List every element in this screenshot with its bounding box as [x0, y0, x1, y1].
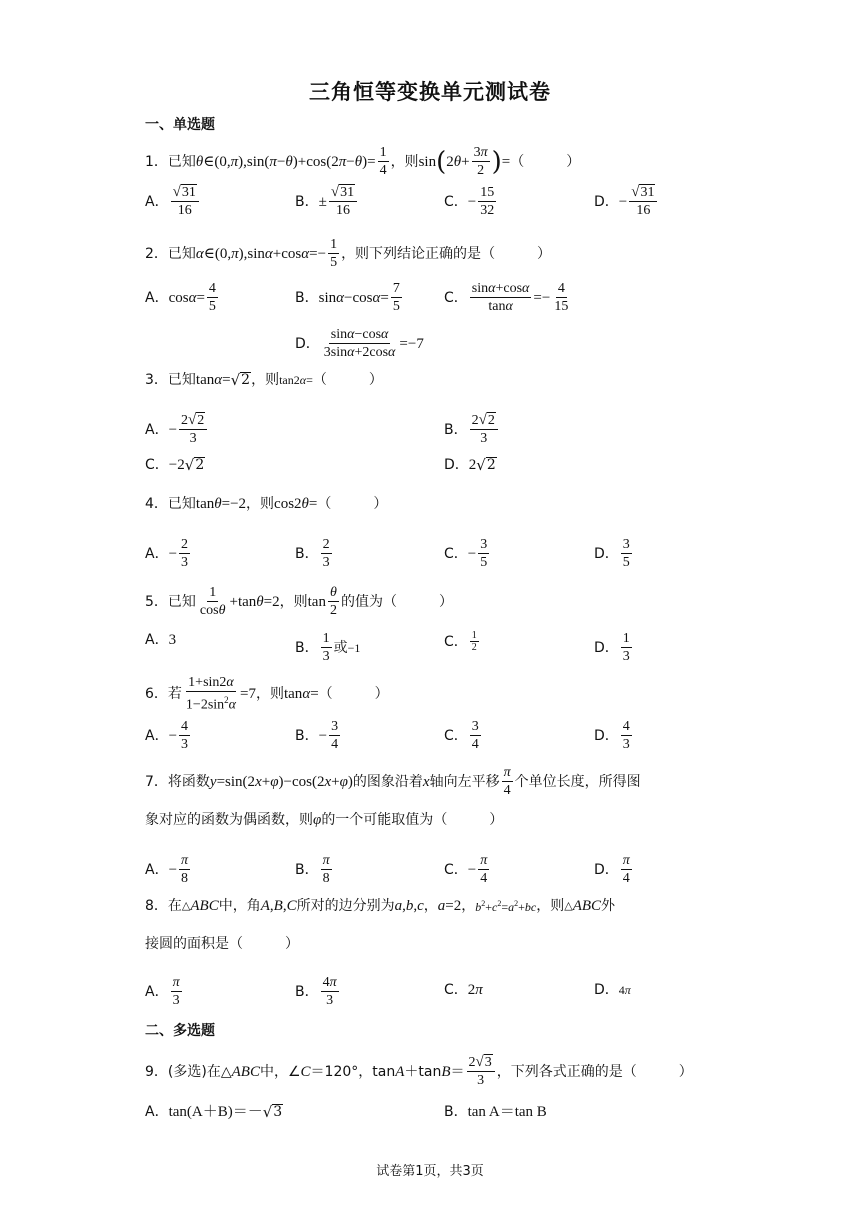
q6-option-d: D． $\frac{4}{3}$ [594, 719, 630, 752]
section-single-choice: 一、单选题 [145, 117, 215, 133]
q8-option-c: C． 2 π [444, 982, 483, 998]
q1-option-d: D． − √ 31 16 [594, 184, 659, 219]
page-footer: 试卷第1页，共3页 [376, 1164, 484, 1179]
q7-option-a: A． − $\frac{\pi}{8}$ [145, 853, 189, 886]
q2-option-c: C． $\frac{\sin\alpha+\cos\alpha}{\tan\alpha}$ =− $\frac{4}{15}$ [444, 281, 569, 314]
q2-option-a: A． cos α = $\frac{4}{5}$ [145, 281, 216, 314]
q8-option-d: D． 4π [594, 982, 631, 998]
q4-option-d: D． $\frac{3}{5}$ [594, 537, 630, 570]
q6-option-b: B． − $\frac{3}{4}$ [295, 719, 339, 752]
q5-option-b: B． $\frac{1}{3}$ 或 −1 [295, 631, 361, 664]
question-2: 2． 已知 α ∈(0, π ),sin α +cos α =− $\frac{1}{5}$ ，则下列结论正确的是 （ ） [145, 237, 552, 270]
question-9: 9． (多选)在△ ABC 中，∠ C ＝120°，tan A ＋tan B ＝ 2 √ 3 3 ，下列各式正确的是 （ ） [145, 1054, 693, 1088]
question-7-line-2: 象对应的函数为偶函数，则 φ 的一个可能取值为 （ ） [145, 812, 504, 828]
q8-option-a: A． $\frac{\pi}{3}$ [145, 975, 180, 1008]
q7-option-d: D． $\frac{\pi}{4}$ [594, 853, 630, 886]
q7-option-b: B． $\frac{\pi}{8}$ [295, 853, 330, 886]
page-title: 三角恒等变换单元测试卷 [309, 80, 551, 104]
q6-option-a: A． − $\frac{4}{3}$ [145, 719, 189, 752]
question-8-line-2: 接圆的面积是 （ ） [145, 936, 299, 952]
q6-option-c: C． $\frac{3}{4}$ [444, 719, 479, 752]
question-8-line-1: 8． 在 △ ABC 中，角 A , B , C 所对的边分别为 a , b , c ， a =2 ， $b^2+c^2=a^2+bc$ ，则 △ ABC 外 [145, 897, 616, 914]
q5-option-d: D． $\frac{1}{3}$ [594, 631, 630, 664]
question-4: 4． 已知 tan θ =−2 ，则 cos2 θ = （ ） [145, 496, 388, 512]
q9-option-a: A． tan(A＋B)＝－ √ 3 [145, 1103, 283, 1121]
question-7-line-1: 7． 将函数 y =sin(2 x + φ )−cos(2 x + φ ) 的图象沿着 x 轴向左平移 $\frac{\pi}{4}$ 个单位长度，所得图 [145, 765, 641, 798]
q4-option-c: C． − $\frac{3}{5}$ [444, 537, 488, 570]
q1-option-c: C． − $\frac{15}{32}$ [444, 185, 495, 218]
q2-option-b: B． sin α −cos α = $\frac{7}{5}$ [295, 281, 400, 314]
section-multiple-choice: 二、多选题 [145, 1023, 215, 1039]
q1-option-a: A． √ 31 16 [145, 184, 201, 219]
q8-option-b: B． $\frac{4\pi}{3}$ [295, 975, 337, 1008]
q3-option-d: D． 2 √ 2 [444, 456, 496, 474]
q9-option-b: B． tan A＝tan B [444, 1104, 547, 1120]
question-6: 6． 若 $\frac{1+\sin 2\alpha}{1-2\sin^2\alpha}$ =7 ，则 tan α = （ ） [145, 675, 389, 713]
question-3: 3． 已知 tan α = √ 2 ，则 tan2α= （ ） [145, 371, 383, 389]
q3-option-a: A． − 2 √ 2 3 [145, 412, 209, 447]
q1-option-b: B． ± √ 31 16 [295, 184, 359, 219]
q5-option-a: A． 3 [145, 632, 177, 648]
q3-option-c: C． −2 √ 2 [145, 456, 205, 474]
q4-option-a: A． − $\frac{2}{3}$ [145, 537, 189, 570]
q4-option-b: B． $\frac{2}{3}$ [295, 537, 330, 570]
q5-option-c: C． $\frac{1}{2}$ [444, 630, 477, 653]
question-1: 1． 已知 θ ∈(0, π ),sin( π − θ )+cos(2 π − θ )= $\frac{1}{4}$ ，则 sin ( 2 θ + $\frac{3\pi}{2}$ ) = （ ） [145, 145, 581, 178]
q7-option-c: C． − $\frac{\pi}{4}$ [444, 853, 488, 886]
question-5: 5． 已知 $\frac{1}{\cos\theta}$ +tan θ =2 ，则 tan $\frac{\theta}{2}$ 的值为 （ ） [145, 585, 453, 618]
q3-option-b: B． 2 √ 2 3 [444, 412, 500, 447]
q2-option-d: D． $\frac{\sin\alpha-\cos\alpha}{3\sin\alpha+2\cos\alpha}$ =−7 [295, 327, 424, 360]
